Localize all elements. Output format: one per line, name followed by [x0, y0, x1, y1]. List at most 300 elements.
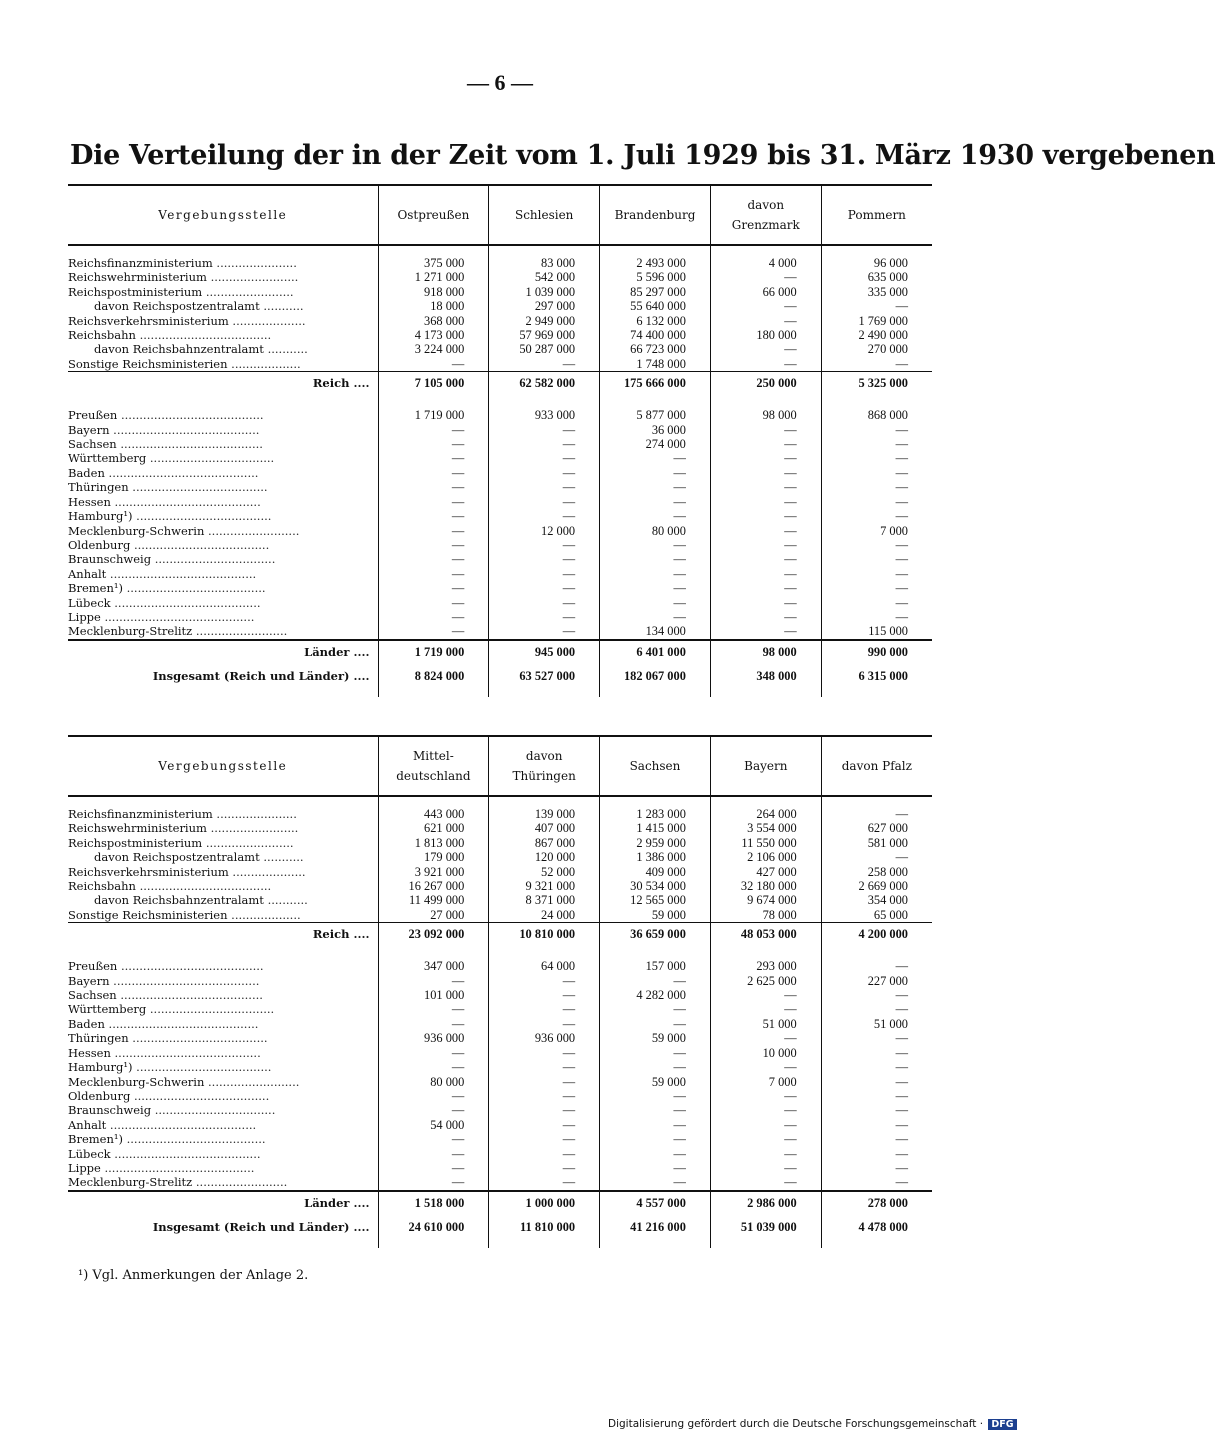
value-cell: 990 000 — [821, 640, 932, 663]
value-cell: — — [821, 1060, 932, 1074]
value-cell: — — [821, 1031, 932, 1045]
value-cell: — — [821, 988, 932, 1002]
value-cell: 270 000 — [821, 342, 932, 356]
value-cell: 6 132 000 — [600, 314, 711, 328]
table-row — [68, 357, 932, 372]
row-label-text: Länder — [304, 1195, 350, 1210]
value-cell: 4 200 000 — [821, 923, 932, 946]
value-cell: — — [378, 974, 489, 988]
value-cell: — — [710, 581, 821, 595]
row-label-text: Mecklenburg-Strelitz — [68, 1175, 193, 1190]
value-cell: — — [821, 466, 932, 480]
value-cell: — — [821, 1161, 932, 1175]
value-cell: 8 824 000 — [378, 663, 489, 689]
value-cell: — — [710, 451, 821, 465]
value-cell: — — [600, 495, 711, 509]
row-label-text: Baden — [68, 1016, 105, 1031]
value-cell: — — [378, 495, 489, 509]
value-cell: — — [710, 437, 821, 451]
leader-dots: .................... — [228, 864, 306, 879]
row-label — [68, 1002, 378, 1016]
spacer-cell — [489, 394, 600, 408]
row-label-text: Bayern — [68, 973, 110, 988]
value-cell: 258 000 — [821, 865, 932, 879]
value-cell: — — [489, 1046, 600, 1060]
table-row — [68, 567, 932, 581]
row-label — [68, 423, 378, 437]
value-cell: — — [378, 1161, 489, 1175]
value-cell: 50 287 000 — [489, 342, 600, 356]
row-label-text: davon Reichspostzentralamt — [94, 299, 260, 314]
row-label-text: Reichsbahn — [68, 328, 136, 343]
value-cell: 581 000 — [821, 836, 932, 850]
row-label-text: Reich — [312, 376, 350, 391]
value-cell: 11 810 000 — [489, 1214, 600, 1240]
value-cell: 2 949 000 — [489, 314, 600, 328]
value-cell: — — [821, 959, 932, 973]
leader-dots: ..................................... — [128, 1031, 268, 1046]
spacer-cell — [600, 945, 711, 959]
value-cell: — — [378, 624, 489, 639]
value-cell: 66 000 — [710, 285, 821, 299]
value-cell: 59 000 — [600, 908, 711, 923]
row-label-text: Baden — [68, 465, 105, 480]
table-row — [68, 314, 932, 328]
leader-dots: ..................................... — [132, 509, 272, 524]
value-cell: 2 106 000 — [710, 850, 821, 864]
table-row — [68, 879, 932, 893]
value-cell: — — [600, 1118, 711, 1132]
value-cell: 32 180 000 — [710, 879, 821, 893]
row-label-text: Reichspostministerium — [68, 835, 203, 850]
value-cell: — — [821, 1147, 932, 1161]
table-row — [68, 495, 932, 509]
row-label-text: Lippe — [68, 609, 101, 624]
value-cell: 134 000 — [600, 624, 711, 639]
row-label-text: Preußen — [68, 959, 118, 974]
value-cell: — — [600, 1103, 711, 1117]
value-cell: — — [710, 988, 821, 1002]
value-cell: 542 000 — [489, 270, 600, 284]
spacer-cell — [710, 394, 821, 408]
value-cell: — — [378, 509, 489, 523]
leader-dots: ................... — [227, 907, 301, 922]
value-cell: 427 000 — [710, 865, 821, 879]
value-cell: — — [821, 596, 932, 610]
value-cell: 7 105 000 — [378, 372, 489, 395]
row-label-text: Sonstige Reichsministerien — [68, 356, 228, 371]
row-label — [68, 821, 378, 835]
row-label — [68, 509, 378, 523]
leader-dots: ....................................... — [116, 988, 263, 1003]
value-cell: — — [710, 1161, 821, 1175]
value-cell: 101 000 — [378, 988, 489, 1002]
leader-dots: ....................................... — [117, 959, 264, 974]
table-row — [68, 408, 932, 422]
value-cell: 264 000 — [710, 796, 821, 821]
value-cell: 96 000 — [821, 245, 932, 270]
row-label — [68, 372, 378, 395]
value-cell: — — [710, 552, 821, 566]
value-cell: — — [489, 610, 600, 624]
row-label — [68, 480, 378, 494]
value-cell: — — [489, 596, 600, 610]
row-label-text: davon Reichsbahnzentralamt — [94, 893, 264, 908]
spacer-cell — [821, 1240, 932, 1248]
leader-dots: ....................................... — [116, 437, 263, 452]
value-cell: — — [600, 567, 711, 581]
column-header: Bayern — [710, 736, 821, 796]
spacer-cell — [710, 945, 821, 959]
leader-dots: .... — [349, 927, 370, 942]
column-header: Schlesien — [489, 185, 600, 245]
value-cell: 5 325 000 — [821, 372, 932, 395]
row-label — [68, 1075, 378, 1089]
leader-dots: ........... — [263, 342, 308, 357]
value-cell: 74 400 000 — [600, 328, 711, 342]
row-label-text: Mecklenburg-Strelitz — [68, 624, 193, 639]
value-cell: 115 000 — [821, 624, 932, 639]
value-cell: 57 969 000 — [489, 328, 600, 342]
value-cell: — — [821, 610, 932, 624]
value-cell: — — [489, 1002, 600, 1016]
leader-dots: ..................................... — [130, 1088, 270, 1103]
reich-total-row — [68, 372, 932, 395]
row-label — [68, 1103, 378, 1117]
value-cell: 1 769 000 — [821, 314, 932, 328]
value-cell: — — [600, 1175, 711, 1190]
value-cell: — — [378, 1060, 489, 1074]
value-cell: 51 000 — [710, 1017, 821, 1031]
value-cell: 18 000 — [378, 299, 489, 313]
value-cell: — — [710, 314, 821, 328]
value-cell: 1 719 000 — [378, 640, 489, 663]
row-label — [68, 581, 378, 595]
value-cell: 98 000 — [710, 640, 821, 663]
laender-total-row — [68, 640, 932, 663]
value-cell: 180 000 — [710, 328, 821, 342]
value-cell: — — [489, 509, 600, 523]
spacer-cell — [378, 394, 489, 408]
row-label — [68, 959, 378, 973]
row-label-text: Bremen¹) — [68, 581, 123, 596]
value-cell: 120 000 — [489, 850, 600, 864]
value-cell: — — [378, 552, 489, 566]
value-cell: 936 000 — [378, 1031, 489, 1045]
value-cell: 4 282 000 — [600, 988, 711, 1002]
value-cell: — — [378, 1132, 489, 1146]
column-header: Sachsen — [600, 736, 711, 796]
table-row — [68, 524, 932, 538]
row-label — [68, 299, 378, 313]
leader-dots: ........................ — [206, 821, 299, 836]
value-cell: — — [378, 357, 489, 372]
table-row — [68, 437, 932, 451]
row-label — [68, 1175, 378, 1190]
value-cell: — — [821, 581, 932, 595]
value-cell: 1 039 000 — [489, 285, 600, 299]
row-label-text: davon Reichsbahnzentralamt — [94, 342, 264, 357]
value-cell: — — [378, 1017, 489, 1031]
row-label — [68, 879, 378, 893]
value-cell: — — [489, 538, 600, 552]
table-row — [68, 285, 932, 299]
value-cell: 409 000 — [600, 865, 711, 879]
leader-dots: ........................................ — [106, 1117, 257, 1132]
value-cell: 227 000 — [821, 974, 932, 988]
value-cell: — — [710, 624, 821, 639]
value-cell: — — [489, 988, 600, 1002]
footnote: ¹) Vgl. Anmerkungen der Anlage 2. — [78, 1268, 309, 1283]
row-label-text: Sonstige Reichsministerien — [68, 907, 228, 922]
spacer-cell — [710, 1240, 821, 1248]
row-label — [68, 893, 378, 907]
row-label — [68, 836, 378, 850]
leader-dots: .................................. — [146, 451, 275, 466]
value-cell: — — [710, 1132, 821, 1146]
row-label — [68, 342, 378, 356]
leader-dots: ...................................... — [122, 1132, 266, 1147]
row-label-text: Insgesamt (Reich und Länder) — [152, 668, 350, 683]
table-row — [68, 1118, 932, 1132]
table-row — [68, 342, 932, 356]
value-cell: 2 493 000 — [600, 245, 711, 270]
value-cell: 98 000 — [710, 408, 821, 422]
table-header-row — [68, 736, 932, 796]
value-cell: — — [378, 480, 489, 494]
table-row — [68, 610, 932, 624]
value-cell: — — [489, 567, 600, 581]
row-label — [68, 974, 378, 988]
value-cell: 7 000 — [821, 524, 932, 538]
row-label — [68, 923, 378, 946]
table-row — [68, 1103, 932, 1117]
value-cell: — — [821, 1175, 932, 1190]
row-label-text: Hamburg¹) — [68, 509, 133, 524]
value-cell: — — [489, 1075, 600, 1089]
value-cell: — — [821, 552, 932, 566]
table-row — [68, 836, 932, 850]
row-label — [68, 1060, 378, 1074]
row-label-text: Reichsverkehrsministerium — [68, 313, 229, 328]
value-cell: 85 297 000 — [600, 285, 711, 299]
value-cell: — — [378, 437, 489, 451]
leader-dots: ...................................... — [122, 581, 266, 596]
value-cell: 51 039 000 — [710, 1214, 821, 1240]
value-cell: 621 000 — [378, 821, 489, 835]
table-row — [68, 1132, 932, 1146]
leader-dots: ........................................ — [110, 1045, 261, 1060]
value-cell: 918 000 — [378, 285, 489, 299]
value-cell: — — [600, 480, 711, 494]
table-row — [68, 988, 932, 1002]
reich-total-row — [68, 923, 932, 946]
value-cell: 27 000 — [378, 908, 489, 923]
leader-dots: ........................................ — [109, 973, 260, 988]
value-cell: — — [489, 624, 600, 639]
row-label — [68, 538, 378, 552]
spacer-cell — [600, 1240, 711, 1248]
row-label — [68, 596, 378, 610]
leader-dots: ........................................ — [110, 595, 261, 610]
value-cell: — — [378, 1089, 489, 1103]
value-cell: 375 000 — [378, 245, 489, 270]
value-cell: 175 666 000 — [600, 372, 711, 395]
table-row — [68, 1017, 932, 1031]
value-cell: 354 000 — [821, 893, 932, 907]
spacer-cell — [710, 689, 821, 697]
value-cell: 9 674 000 — [710, 893, 821, 907]
value-cell: — — [600, 509, 711, 523]
value-cell: 59 000 — [600, 1031, 711, 1045]
value-cell: — — [489, 480, 600, 494]
value-cell: 80 000 — [600, 524, 711, 538]
value-cell: — — [489, 437, 600, 451]
value-cell: — — [378, 423, 489, 437]
value-cell: 5 877 000 — [600, 408, 711, 422]
table-row — [68, 1046, 932, 1060]
leader-dots: ........................................ — [106, 566, 257, 581]
value-cell: — — [821, 1103, 932, 1117]
value-cell: 10 000 — [710, 1046, 821, 1060]
row-label-text: Württemberg — [68, 451, 147, 466]
row-label — [68, 1161, 378, 1175]
digitization-note-text: Digitalisierung gefördert durch die Deutsche Forschungsgemeinschaft · — [608, 1418, 984, 1430]
value-cell: 65 000 — [821, 908, 932, 923]
leader-dots: ................................. — [151, 1103, 276, 1118]
value-cell: — — [489, 357, 600, 372]
spacer-cell — [68, 945, 378, 959]
value-cell: — — [600, 974, 711, 988]
value-cell: 41 216 000 — [600, 1214, 711, 1240]
value-cell: 11 550 000 — [710, 836, 821, 850]
row-label-text: Lippe — [68, 1160, 101, 1175]
table-row — [68, 821, 932, 835]
value-cell: 1 748 000 — [600, 357, 711, 372]
row-label — [68, 850, 378, 864]
value-cell: — — [821, 495, 932, 509]
row-label — [68, 270, 378, 284]
value-cell: 867 000 — [489, 836, 600, 850]
row-label — [68, 1046, 378, 1060]
value-cell: — — [821, 437, 932, 451]
value-cell: — — [378, 1147, 489, 1161]
value-cell: — — [821, 509, 932, 523]
value-cell: 139 000 — [489, 796, 600, 821]
row-label — [68, 796, 378, 821]
value-cell: — — [821, 451, 932, 465]
value-cell: 54 000 — [378, 1118, 489, 1132]
leader-dots: .................................... — [135, 328, 272, 343]
value-cell: — — [710, 1175, 821, 1190]
value-cell: — — [378, 538, 489, 552]
row-label — [68, 640, 378, 663]
value-cell: 868 000 — [821, 408, 932, 422]
value-cell: 347 000 — [378, 959, 489, 973]
table-row — [68, 596, 932, 610]
table-row — [68, 423, 932, 437]
value-cell: — — [378, 596, 489, 610]
leader-dots: ......................... — [204, 1074, 300, 1089]
row-label-text: Reich — [312, 927, 350, 942]
spacer-row — [68, 1240, 932, 1248]
spacer-cell — [68, 394, 378, 408]
table-row — [68, 509, 932, 523]
table-row — [68, 893, 932, 907]
row-label-text: Sachsen — [68, 437, 117, 452]
value-cell: 36 659 000 — [600, 923, 711, 946]
value-cell: 3 224 000 — [378, 342, 489, 356]
value-cell: 12 000 — [489, 524, 600, 538]
row-label — [68, 552, 378, 566]
value-cell: 52 000 — [489, 865, 600, 879]
row-label-text: Bayern — [68, 422, 110, 437]
leader-dots: ........................ — [202, 835, 294, 850]
value-cell: — — [600, 610, 711, 624]
value-cell: 1 415 000 — [600, 821, 711, 835]
value-cell: 1 283 000 — [600, 796, 711, 821]
table-row — [68, 850, 932, 864]
row-label — [68, 1089, 378, 1103]
grand-total-row — [68, 663, 932, 689]
laender-total-row — [68, 1191, 932, 1214]
value-cell: — — [489, 1103, 600, 1117]
value-cell: — — [710, 567, 821, 581]
value-cell: — — [489, 974, 600, 988]
row-label-text: Reichsbahn — [68, 879, 136, 894]
value-cell: — — [378, 581, 489, 595]
row-label-text: Oldenburg — [68, 537, 131, 552]
row-label-text: Mecklenburg-Schwerin — [68, 523, 205, 538]
value-cell: — — [710, 1031, 821, 1045]
value-cell: — — [600, 1002, 711, 1016]
leader-dots: ......................................... — [100, 1160, 255, 1175]
value-cell: — — [821, 567, 932, 581]
value-cell: 2 986 000 — [710, 1191, 821, 1214]
value-cell: — — [710, 610, 821, 624]
row-label — [68, 437, 378, 451]
value-cell: 1 518 000 — [378, 1191, 489, 1214]
leader-dots: ...................... — [212, 807, 297, 821]
value-cell: 2 669 000 — [821, 879, 932, 893]
leader-dots: .... — [349, 1195, 370, 1210]
table-row — [68, 299, 932, 313]
value-cell: 635 000 — [821, 270, 932, 284]
value-cell: — — [600, 1060, 711, 1074]
value-cell: 348 000 — [710, 663, 821, 689]
leader-dots: .... — [349, 644, 370, 659]
leader-dots: ......................................... — [104, 465, 259, 480]
leader-dots: ...................... — [212, 256, 297, 270]
leader-dots: ......................... — [192, 624, 288, 639]
value-cell: 36 000 — [600, 423, 711, 437]
value-cell: — — [821, 299, 932, 313]
value-cell: — — [378, 1046, 489, 1060]
row-label — [68, 245, 378, 270]
value-cell: 933 000 — [489, 408, 600, 422]
value-cell: 1 719 000 — [378, 408, 489, 422]
value-cell: 407 000 — [489, 821, 600, 835]
column-header: davon Pfalz — [821, 736, 932, 796]
value-cell: — — [600, 1017, 711, 1031]
value-cell: — — [600, 1161, 711, 1175]
value-cell: — — [710, 1060, 821, 1074]
value-cell: 297 000 — [489, 299, 600, 313]
spacer-row — [68, 945, 932, 959]
value-cell: 2 490 000 — [821, 328, 932, 342]
leader-dots: ........... — [259, 299, 304, 314]
row-label — [68, 451, 378, 465]
